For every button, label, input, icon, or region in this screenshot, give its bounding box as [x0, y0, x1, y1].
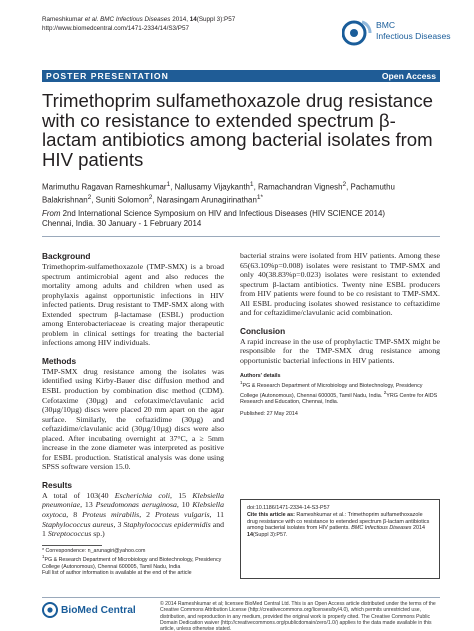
conclusion-text: A rapid increase in the use of prophylactic TMP-SMX might be responsible for the TMP-SMX drug resistance among opportunistic bacterial infections in HIV patients. [240, 336, 440, 365]
divider [42, 236, 440, 237]
citation-box [240, 499, 440, 579]
results-continued-text: bacterial strains were isolated from HIV patients. Among these 65(63.10%p=0.008) isolates were resistant to TMP-SMX and only 40(38.83%p=0.023) isolates were resistant to extended spectrum β-lactam antibiotics. Twenty nine ESBL producers from HIV patients were found to be co resistant to TMP-SMX. All ESBL producing isolates showed resistance to ceftazidime and for ceftazidime/clavulanic acid combination. [240, 251, 440, 318]
article-type-bar [42, 70, 440, 82]
article-title: Trimethoprim sulfamethoxazole drug resistance with co resistance to extended spectrum β-lactam antibiotics among bacterial isolates from HIV patients [42, 90, 433, 170]
biomed-logo-icon [42, 602, 58, 618]
biomed-central-name: BioMed Central [61, 605, 136, 616]
methods-text: TMP-SMX drug resistance among the isolates was identified using Kirby-Bauer disc diffusion method and ESBL production by combination disc method (CDM). Cefotaxime (30µg) and cefotaxime/clavulanic acid (30µg/10µg) discs were placed 20 mm apart on the agar surface. Similarly, the ceftazidime (30µg) and ceftazidime/clavulanic acid (30µg/10µg) discs were also placed. After incubating overnight at 37°C, a ≥ 5mm increase in the zone diameter was interpreted as positive for ESBL production. Statistical analysis was done using SPSS software version 15.0. [42, 366, 224, 472]
results-text: A total of 103(40 Escherichia coli, 15 Klebsiella pneumoniae, 13 Pseudomonas aeruginosa, 10 Klebsiella oxytoca, 8 Proteus mirabilis, 2 Proteus vulgaris, 11 Staphylococcus aureus, 3 Staphylococcus epidermidis and 1 Streptococcus sp.) [42, 490, 225, 539]
author-list: Marimuthu Ragavan Rameshkumar$^1$, Nallusamy Vijaykanth$^1$, Ramachandran Vignesh$^2$, Pachamuthu Balakrishnan$^2$, Suniti Solomon$^2$, Narasingam Arunagirinathan$^{1*}$ [42, 181, 395, 205]
section-heading-background: Background [42, 251, 91, 261]
author-info-note: Full list of author information is available at the end of the article [42, 569, 192, 576]
cite-as: Cite this article as: Rameshkumar et al.: Trimethoprim sulfamethoxazole drug resistance with co resistance to extended spectrum β-lactam antibiotics among bacterial isolates from HIV patients. BMC Infectious Diseases 2014 14(Suppl 3):P57. [247, 511, 430, 539]
authors-details-text: $^1$PG & Research Department of Microbiology and Biotechnology, Presidency College (Autonomous), Chennai 600005, Tamil Nadu, India. $^2$YRG Centre for AIDS Research and Education, Chennai, India. [240, 380, 438, 406]
article-url[interactable]: http://www.biomedcentral.com/1471-2334/14/S3/P57 [42, 24, 190, 32]
section-heading-results: Results [42, 479, 72, 490]
open-access-label: Open Access [381, 71, 436, 81]
right-column [240, 251, 440, 418]
journal-logo [342, 18, 474, 54]
conference-source: From 2nd International Science Symposium on HIV and Infectious Diseases (HIV SCIENCE 2014) Chennai, India. 30 January - 1 February 2014 [42, 209, 385, 229]
correspondence[interactable]: * Correspondence: n_arunagiri@yahoo.com [42, 548, 146, 554]
section-heading-conclusion: Conclusion [240, 325, 286, 336]
license-statement: © 2014 Rameshkumar et al; licensee BioMed Central Ltd. This is an Open Access article distributed under the terms of the Creative Commons Attribution License (http://creativecommons.org/licenses/by/4.0), which permits unrestricted use, distribution, and reproduction in any medium, provided the original work is properly cited. The Creative Commons Public Domain Dedication waiver (http://creativecommons.org/publicdomain/zero/1.0/) applies to the data made available in this article, unless otherwise stated. [160, 601, 436, 631]
article-type: POSTER PRESENTATION [46, 71, 169, 81]
published-date: Published: 27 May 2014 [240, 411, 298, 418]
authors-details-heading: Authors' details [240, 373, 281, 380]
biomed-central-logo [42, 601, 134, 621]
bmc-logo-icon [342, 18, 372, 48]
left-column [42, 251, 224, 539]
citation-header-line: Rameshkumar et al. BMC Infectious Diseases 2014, 14(Suppl 3):P57 [42, 16, 236, 23]
footnote-divider [42, 545, 102, 546]
journal-name: BMC Infectious Diseases [376, 20, 451, 41]
bottom-divider [42, 597, 440, 598]
section-heading-methods: Methods [42, 355, 77, 366]
doi[interactable]: doi:10.1186/1471-2334-14-S3-P57 [247, 505, 330, 511]
background-text: Trimethoprim-sulfamethoxazole (TMP-SMX) is a broad spectrum antimicrobial agent and also reduces the mortality among adults and children when used as prophylaxis against opportunistic infections in HIV infected patients. Drug resistant to TMP-SMX along with Extended spectrum β-lactamase (ESBL) production among Enterobacteriaceae is creating major therapeutic problem in clinical settings for treating the bacterial infections among HIV individuals. [42, 262, 224, 348]
footnotes [42, 548, 224, 576]
affiliation-1: $^1$PG & Research Department of Microbiology and Biotechnology, Presidency College (Autonomous), Chennai 600005, Tamil Nadu, India [42, 554, 222, 570]
